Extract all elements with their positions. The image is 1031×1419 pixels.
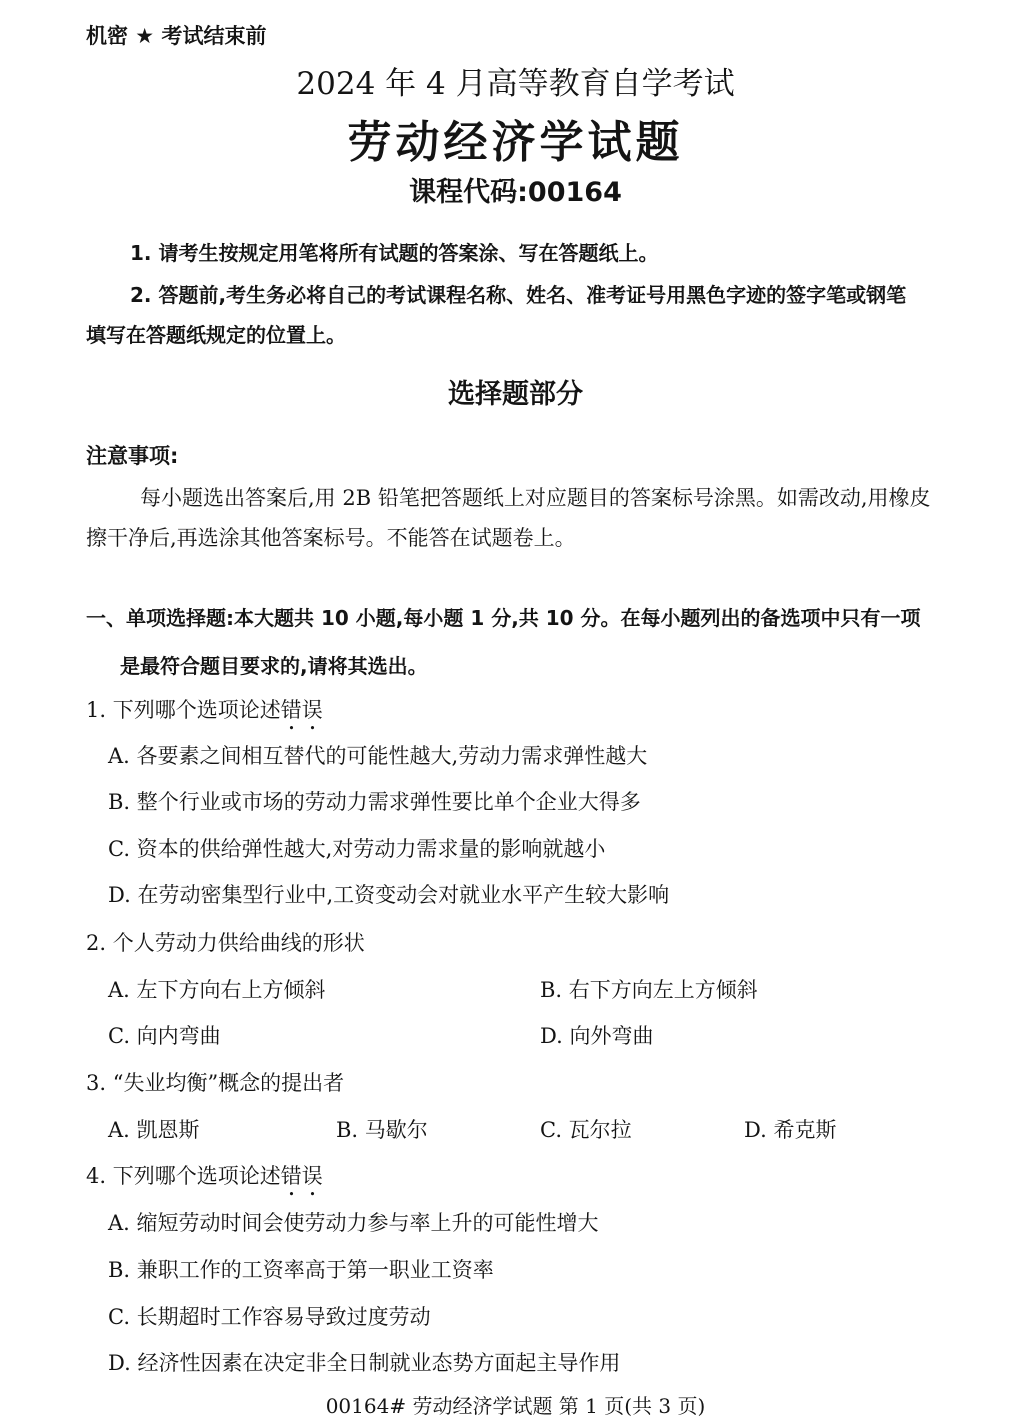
- part1-heading-cont: 是最符合题目要求的,请将其选出。: [120, 654, 428, 678]
- question-4-option-c: C. 长期超时工作容易导致过度劳动: [108, 1305, 431, 1329]
- instruction-2: 2. 答题前,考生务必将自己的考试课程名称、姓名、准考证号用黑色字迹的签字笔或钢笔: [130, 283, 907, 307]
- question-4-option-b: B. 兼职工作的工资率高于第一职业工资率: [108, 1258, 494, 1282]
- question-3-stem: 3. “失业均衡”概念的提出者: [86, 1071, 345, 1095]
- question-1-option-b: B. 整个行业或市场的劳动力需求弹性要比单个企业大得多: [108, 790, 641, 814]
- question-4-stem: [86, 1160, 323, 1201]
- notice-line-2: 擦干净后,再选涂其他答案标号。不能答在试题卷上。: [86, 526, 576, 550]
- question-2-option-a: A. 左下方向右上方倾斜: [108, 978, 326, 1002]
- confidential-label: 机密 ★ 考试结束前: [86, 24, 267, 48]
- question-2-stem: 2. 个人劳动力供给曲线的形状: [86, 931, 365, 955]
- question-1-option-c: C. 资本的供给弹性越大,对劳动力需求量的影响就越小: [108, 837, 606, 861]
- question-3-option-a: A. 凯恩斯: [108, 1118, 200, 1142]
- question-3-option-b: B. 马歇尔: [336, 1118, 428, 1142]
- question-1-option-a: A. 各要素之间相互替代的可能性越大,劳动力需求弹性越大: [108, 744, 648, 768]
- question-3-option-c: C. 瓦尔拉: [540, 1118, 632, 1142]
- page-footer: 00164# 劳动经济学试题 第 1 页(共 3 页): [325, 1394, 706, 1418]
- question-stem-text: 4. 下列哪个选项论述: [86, 1164, 281, 1188]
- notice-label: 注意事项:: [86, 444, 179, 468]
- question-stem-text: 1. 下列哪个选项论述: [86, 698, 281, 722]
- question-2-option-d: D. 向外弯曲: [540, 1024, 654, 1048]
- emphasis-text: 错误: [280, 1164, 323, 1188]
- question-3-option-d: D. 希克斯: [744, 1118, 837, 1142]
- question-4-option-d: D. 经济性因素在决定非全日制就业态势方面起主导作用: [108, 1351, 621, 1375]
- part1-heading: 一、单项选择题:本大题共 10 小题,每小题 1 分,共 10 分。在每小题列出的备选项中只有一项: [86, 606, 921, 630]
- section-title: 选择题部分: [448, 379, 583, 410]
- question-2-option-c: C. 向内弯曲: [108, 1024, 221, 1048]
- exam-year: 2024 年 4 月高等教育自学考试: [296, 66, 735, 102]
- notice-line-1: 每小题选出答案后,用 2B 铅笔把答题纸上对应题目的答案标号涂黑。如需改动,用橡皮: [140, 486, 931, 510]
- instruction-1: 1. 请考生按规定用笔将所有试题的答案涂、写在答题纸上。: [130, 241, 659, 265]
- question-1-stem: [86, 694, 323, 735]
- question-4-option-a: A. 缩短劳动时间会使劳动力参与率上升的可能性增大: [108, 1211, 599, 1235]
- emphasis-text: 错误: [280, 698, 323, 722]
- instruction-2-cont: 填写在答题纸规定的位置上。: [86, 323, 346, 347]
- course-code: 课程代码:00164: [409, 177, 622, 208]
- question-1-option-d: D. 在劳动密集型行业中,工资变动会对就业水平产生较大影响: [108, 883, 670, 907]
- page-title: 劳动经济学试题: [347, 117, 684, 168]
- question-2-option-b: B. 右下方向左上方倾斜: [540, 978, 758, 1002]
